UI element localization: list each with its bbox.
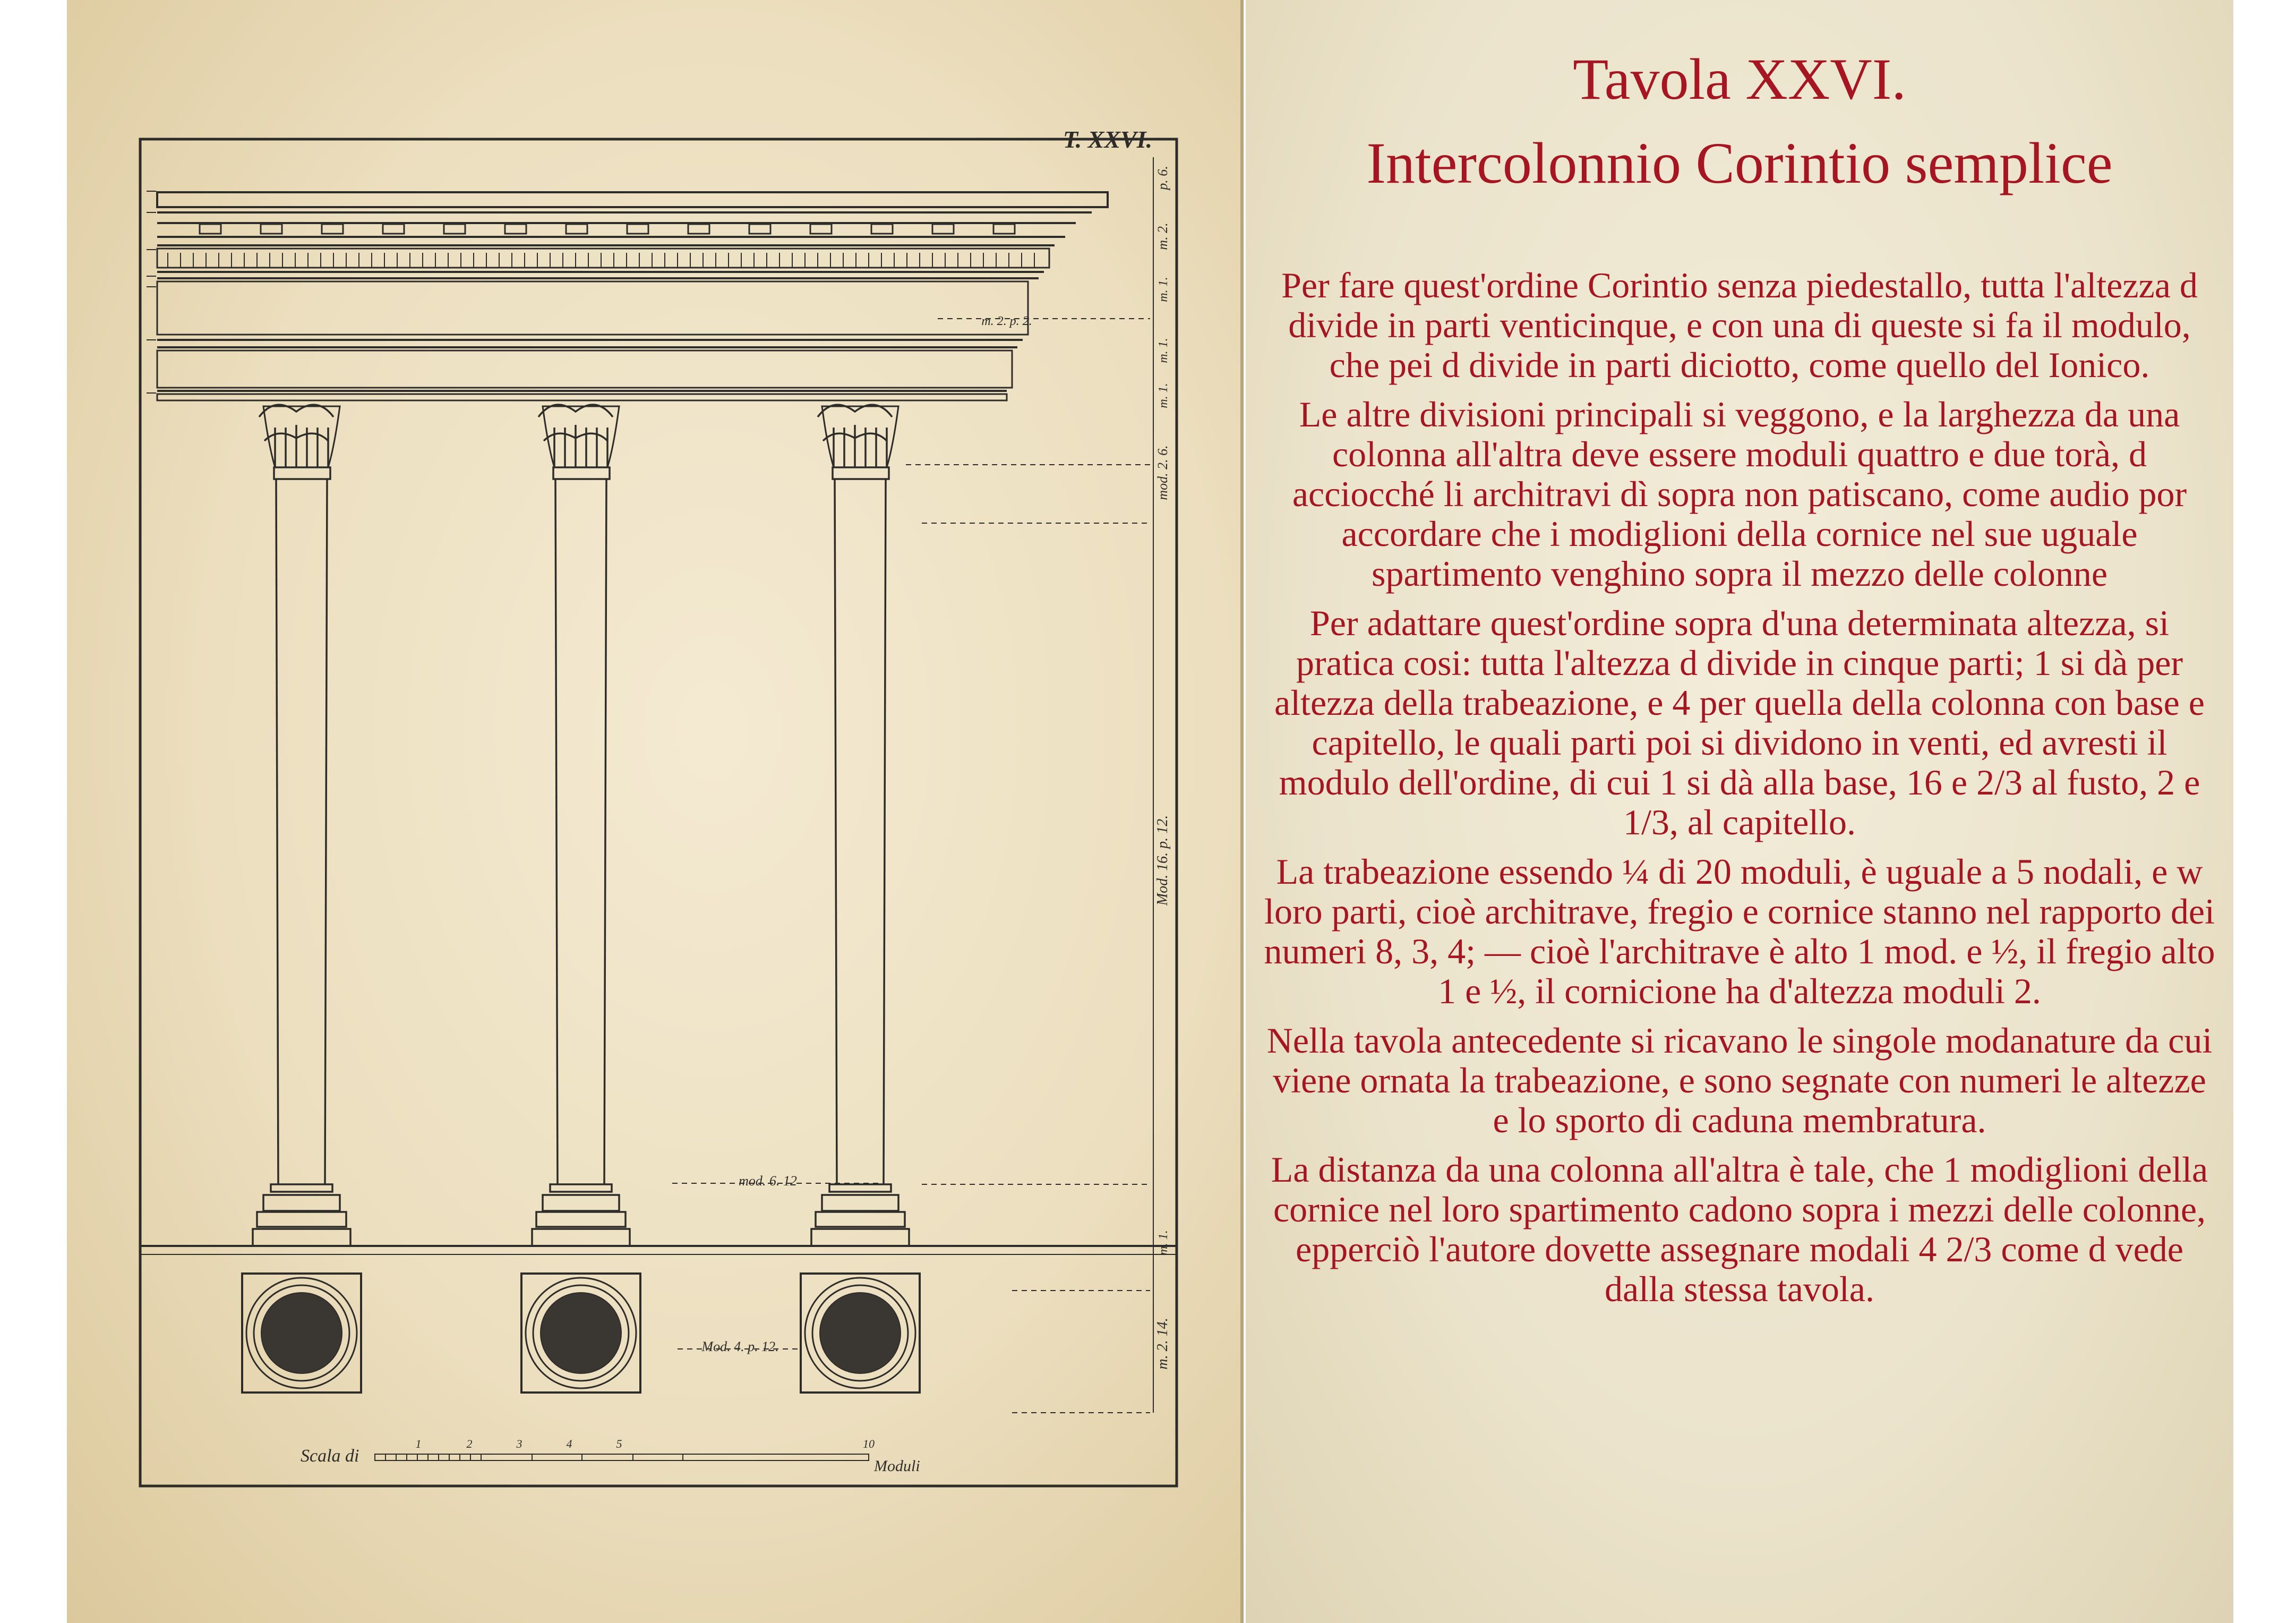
column-1 — [253, 405, 350, 1246]
dentil-band — [157, 249, 1049, 268]
dim-m1d: m. 1. — [1156, 1230, 1170, 1255]
column-plans — [242, 1274, 920, 1393]
column-2 — [532, 405, 630, 1246]
scale-tick-1: 1 — [415, 1437, 422, 1450]
dim-m2: m. 2. — [1155, 223, 1170, 250]
frieze — [157, 281, 1028, 335]
entablature — [157, 192, 1108, 400]
paragraph-6: La distanza da una colonna all'altra è tale, che 1 modiglioni della cornice nel loro spartimento cadono sopra i mezzi delle colonne, epperciò l'autore dovette assegnare modali 4 2/3 come d vede dalla stessa tavola. — [1271, 1149, 2208, 1309]
modillion-row — [200, 224, 1015, 234]
paragraph-1: Per fare quest'ordine Corintio senza piedestallo, tutta l'altezza d divide in parti venticinque, e con una di queste si fa il modulo, che pei d divide in parti diciotto, come quello del Ionico. — [1281, 265, 2198, 385]
scale-tick-5: 5 — [616, 1437, 622, 1450]
corinthian-intercolumniation-plate — [67, 0, 1240, 1623]
dim-m1a: m. 1. — [1156, 277, 1170, 302]
architrave — [157, 351, 1012, 388]
plate-label: T. XXVI. — [1063, 126, 1153, 153]
dim-m2p14: m. 2. 14. — [1154, 1318, 1171, 1370]
column-3 — [811, 405, 909, 1246]
page-title — [1246, 37, 2233, 205]
dim-mod4p12: Mod. 4. p. 12. — [701, 1339, 779, 1354]
scale-tick-10: 10 — [863, 1437, 875, 1450]
title-line-1: Tavola XXVI. — [1573, 47, 1906, 112]
dim-m1c: m. 1. — [1156, 383, 1170, 408]
left-page-engraving — [67, 0, 1244, 1623]
body-text — [1262, 266, 2217, 1319]
title-line-2: Intercolonnio Corintio semplice — [1366, 131, 2113, 195]
paragraph-2: Le altre divisioni principali si veggono, e la larghezza da una colonna all'altra deve essere moduli quattro e due torà, d acciocché li architravi dì sopra non patiscano, come audio por accordare che i modiglioni della cornice nel sue uguale spartimento venghino sopra il mezzo delle colonne — [1292, 394, 2187, 594]
paragraph-3: Per adattare quest'ordine sopra d'una determinata altezza, si pratica cosi: tutta l'altezza d divide in cinque parti; 1 si dà per altezza della trabeazione, e 4 per quella della colonna con base e capitello, le quali parti poi si dividono in venti, ed avresti il modulo dell'ordine, di cui 1 si dà alla base, 16 e 2/3 al fusto, 2 e 1/3, al capitello. — [1274, 603, 2205, 842]
paragraph-5: Nella tavola antecedente si ricavano le singole modanature da cui viene ornata la trabeazione, e sono segnate con numeri le altezze e lo sporto di caduna membratura. — [1266, 1020, 2213, 1140]
dim-m1b: m. 1. — [1156, 338, 1170, 363]
scale-tick-3: 3 — [516, 1437, 522, 1450]
dim-mod26: mod. 2. 6. — [1155, 445, 1170, 500]
right-page-text — [1246, 0, 2233, 1623]
scale-tick-2: 2 — [466, 1437, 473, 1450]
scale-bar — [375, 1454, 869, 1460]
scale-label: Scala di — [301, 1446, 359, 1466]
paragraph-4: La trabeazione essendo ¼ di 20 moduli, è uguale a 5 nodali, e w loro parti, cioè architrave, fregio e cornice stanno nel rapporto dei numeri 8, 3, 4; — cioè l'architrave è alto 1 mod. e ½, il fregio alto 1 e ½, il cornicione ha d'altezza moduli 2. — [1264, 851, 2215, 1011]
plate-frame — [140, 139, 1177, 1486]
scale-unit: Moduli — [874, 1457, 920, 1475]
dim-mod612: mod. 6. 12 — [739, 1173, 797, 1189]
dim-mod16p12: Mod. 16. p. 12. — [1154, 815, 1171, 906]
scale-tick-4: 4 — [566, 1437, 572, 1450]
dim-m2p2: m. 2. p. 2. — [981, 314, 1032, 328]
dim-p6: p. 6. — [1155, 166, 1170, 190]
